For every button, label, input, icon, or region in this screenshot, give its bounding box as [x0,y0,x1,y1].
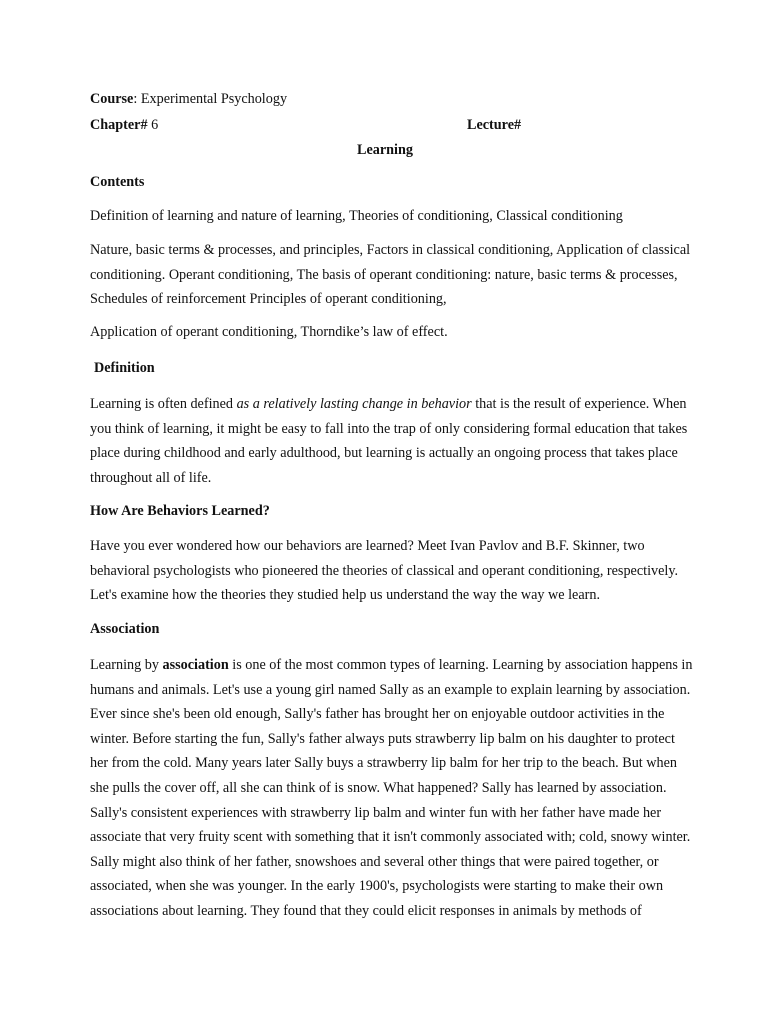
behaviors-heading: How Are Behaviors Learned? [90,503,270,519]
text-line [90,653,693,678]
behaviors-paragraph [90,534,690,608]
text-line: behavioral psychologists who pioneered the theories of classical and operant conditioning, respectively. [90,562,679,579]
lecture-label: Lecture# [467,117,522,133]
text-line [90,392,690,417]
definition-paragraph [90,392,690,490]
text-line: throughout all of life. [90,469,212,486]
text-line: winter. Before starting the fun, Sally's father always puts strawberry lip balm on his daughter to protect [90,730,675,747]
definition-italic: as a relatively lasting change in behavior [236,396,472,412]
chapter-line [90,117,158,134]
association-text: Learning by [90,657,163,673]
definition-heading: Definition [94,360,155,376]
text-line: Ever since she's been old enough, Sally's father has brought her on enjoyable outdoor activities in the [90,706,665,723]
course-label: Course [90,91,134,107]
text-line: humans and animals. Let's use a young girl named Sally as an example to explain learning by association. [90,681,691,698]
text-line: place during childhood and early adulthood, but learning is actually an ongoing process that takes place [90,445,678,462]
text-line: her from the cold. Many years later Sally buys a strawberry lip balm for her trip to the beach. But when [90,755,678,772]
text-line: Nature, basic terms & processes, and principles, Factors in classical conditioning, Application of classical [90,242,691,258]
text-line: associations about learning. They found that they could elicit responses in animals by methods of [90,902,642,919]
contents-paragraph-2 [90,238,690,312]
text-line: Let's examine how the theories they studied help us understand the way the way we learn. [90,587,601,604]
course-line [90,91,287,108]
association-text: is one of the most common types of learning. Learning by association happens in [228,657,693,673]
chapter-label: Chapter# [90,117,148,133]
text-line: Schedules of reinforcement Principles of operant conditioning, [90,291,447,308]
association-heading: Association [90,621,160,637]
text-line: she pulls the cover off, all she can think of is snow. What happened? Sally has learned by association. [90,779,667,796]
text-line: conditioning. Operant conditioning, The basis of operant conditioning: nature, basic terms & processes, [90,266,678,283]
course-value: : Experimental Psychology [133,91,288,107]
definition-text: Learning is often defined [90,396,237,412]
contents-heading: Contents [90,174,145,190]
page-title: Learning [357,142,413,158]
contents-paragraph-1: Definition of learning and nature of learning, Theories of conditioning, Classical conditioning [90,208,623,224]
text-line: you think of learning, it might be easy to fall into the trap of only considering formal education that takes [90,420,688,437]
text-line: associate that very fruity scent with something that it isn't commonly associated with; cold, snowy winter. [90,829,691,846]
definition-text: that is the result of experience. When [471,396,687,412]
text-line: Have you ever wondered how our behaviors are learned? Meet Ivan Pavlov and B.F. Skinner, two [90,538,645,554]
text-line: Sally might also think of her father, snowshoes and several other things that were paired together, or [90,853,659,870]
text-line: Sally's consistent experiences with strawberry lip balm and winter fun with her father have made her [90,804,662,821]
association-paragraph [90,653,693,924]
chapter-value: 6 [147,117,159,133]
text-line: associated, when she was younger. In the early 1900's, psychologists were starting to make their own [90,878,664,895]
contents-paragraph-3: Application of operant conditioning, Thorndike’s law of effect. [90,324,448,340]
association-bold: association [162,657,229,673]
